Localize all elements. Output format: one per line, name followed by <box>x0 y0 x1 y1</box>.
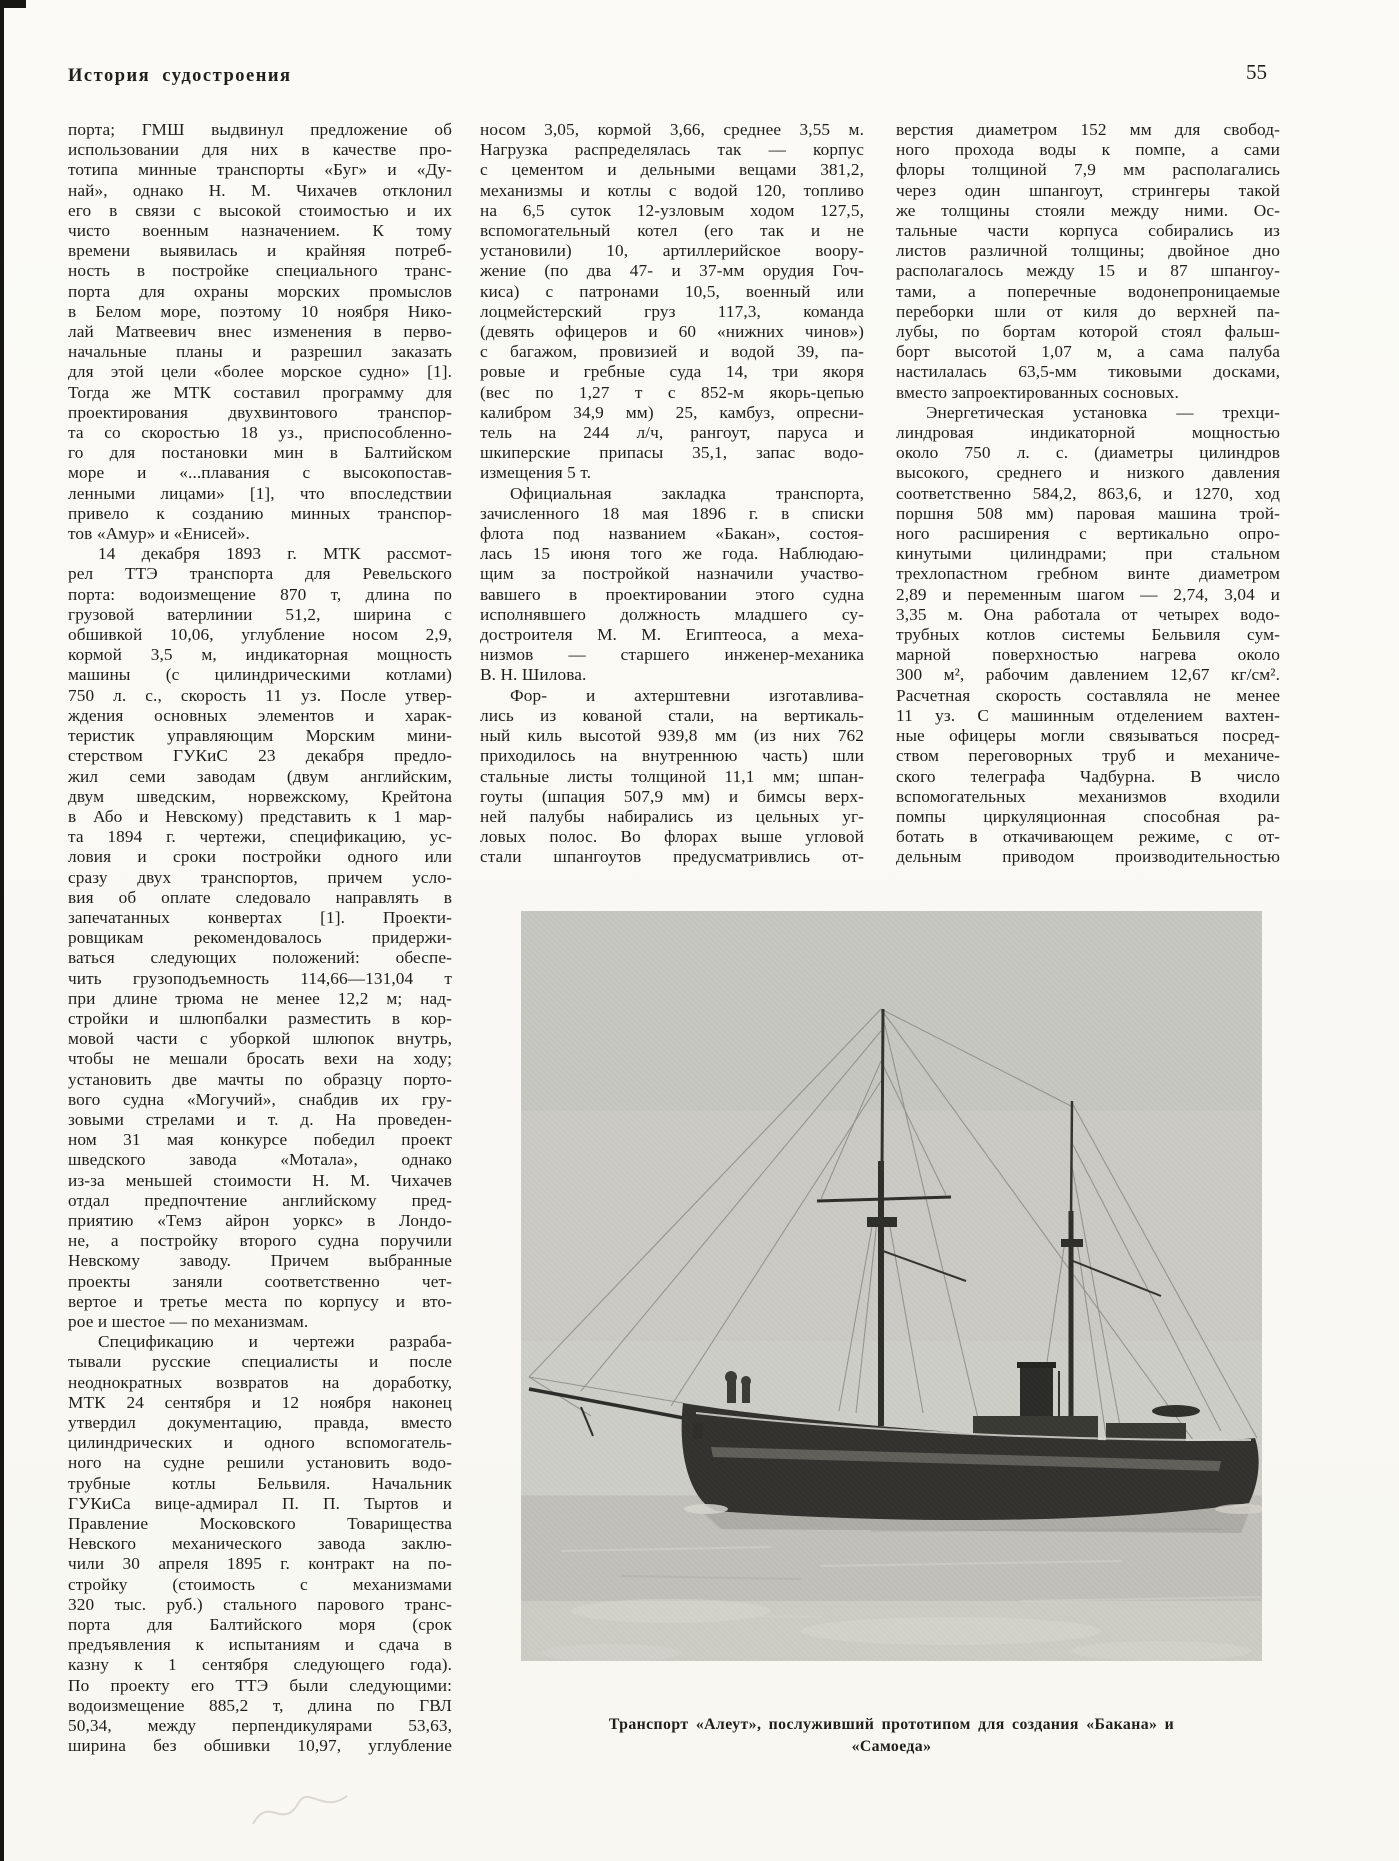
text-line: лоцмейстерский груз 117,3, команда <box>480 301 864 321</box>
text-line: стерством ГУКиС 23 декабря предло- <box>68 746 452 766</box>
text-line: высокого, среднего и низкого давления <box>896 463 1280 483</box>
text-line: тотипа минные транспорты «Буг» и «Ду- <box>68 160 452 180</box>
figure-caption <box>521 1714 1262 1758</box>
text-line: (вес по 1,27 т с 852-м якорь-цепью <box>480 382 864 402</box>
text-line: для этой цели «более морское судно» [1]. <box>68 362 452 382</box>
text-line: отдал предпочтение английскому пред- <box>68 1190 452 1210</box>
text-line: установить две мачты по образцу порто- <box>68 1069 452 1089</box>
text-line: теристик управляющим Морским мини- <box>68 726 452 746</box>
text-line: море и «...плавания с высокопостав- <box>68 463 452 483</box>
text-line: ского телеграфа Чадбурна. В число <box>896 766 1280 786</box>
sea-patch <box>801 1617 1101 1645</box>
text-line: не, а постройку второго судна поручили <box>68 1231 452 1251</box>
text-line: ном 31 мая конкурсе победил проект <box>68 1130 452 1150</box>
text-line: с цементом и дельными вещами 381,2, <box>480 160 864 180</box>
text-line: переборки шли от киля до верхней па- <box>896 301 1280 321</box>
text-line: времени выявилась и крайняя потреб- <box>68 241 452 261</box>
text-line: трехлопастном гребном винте диаметром <box>896 564 1280 584</box>
text-line: стройку (стоимость с механизмами <box>68 1574 452 1594</box>
text-line: чтобы не мешали бросать вехи на ходу; <box>68 1049 452 1069</box>
text-line: казну к 1 сентября следующего года). <box>68 1655 452 1675</box>
text-line: тывали русские специалисты и после <box>68 1352 452 1372</box>
text-line: 3,35 м. Она работала от четырех водо- <box>896 604 1280 624</box>
text-line: низмов — старшего инженер-механика <box>480 645 864 665</box>
sky-upper-tone <box>521 911 1262 1111</box>
text-line: привело к созданию минных транспор- <box>68 503 452 523</box>
text-line: линдровая индикаторной мощностью <box>896 423 1280 443</box>
text-line: трубных котлов системы Бельвиля сум- <box>896 625 1280 645</box>
text-line: неоднократных возвратов на доработку, <box>68 1372 452 1392</box>
text-line: настилалась 63,5-мм тиковыми досками, <box>896 362 1280 382</box>
text-line: порта для Балтийского моря (срок <box>68 1615 452 1635</box>
text-line: 2,89 и переменным шагом — 2,74, 3,04 и <box>896 584 1280 604</box>
text-line: 750 л. с., скорость 11 уз. После утвер- <box>68 685 452 705</box>
text-column-2 <box>480 120 864 868</box>
main-topmast <box>1071 1101 1072 1221</box>
text-line: най», однако Н. М. Чихачев отклонил <box>68 180 452 200</box>
text-line: соответственно 584,2, 863,6, и 1270, ход <box>896 483 1280 503</box>
text-line: при длине трюма не менее 12,2 м; над- <box>68 988 452 1008</box>
text-line: лись из кованой стали, на вертикаль- <box>480 705 864 725</box>
text-line: киса) с патронами 10,5, военный или <box>480 281 864 301</box>
text-line: ГУКиСа вице-адмирал П. П. Тыртов и <box>68 1493 452 1513</box>
text-line: Нагрузка распределялась так — корпус <box>480 140 864 160</box>
text-line: вспомогательный котел (его так и не <box>480 221 864 241</box>
fore-crosstrees <box>867 1217 897 1227</box>
text-line: носом 3,05, кормой 3,66, среднее 3,55 м. <box>480 120 864 139</box>
text-line: жил семи заводам (двум английским, <box>68 766 452 786</box>
text-line: го для постановки мин в Балтийском <box>68 443 452 463</box>
text-line: Спецификацию и чертежи разраба- <box>98 1332 452 1352</box>
text-line: водоизмещение 885,2 т, длина по ГВЛ <box>68 1695 452 1715</box>
text-line: ного расширения с вертикально опро- <box>896 524 1280 544</box>
text-line: 14 декабря 1893 г. МТК рассмот- <box>98 544 452 564</box>
text-line: ботать в откачивающем режиме, с от- <box>896 827 1280 847</box>
text-line: вия об оплате следовало направлять в <box>68 887 452 907</box>
text-line: ный киль высотой 939,8 мм (из них 762 <box>480 726 864 746</box>
text-line: верстия диаметром 152 мм для свобод- <box>896 120 1280 139</box>
text-line: стали шпангоутов предусматривлись от- <box>480 847 864 867</box>
scan-edge-strip <box>0 0 4 1861</box>
running-head: История судостроения <box>68 66 292 86</box>
text-line: ваться следующих положений: обеспе- <box>68 948 452 968</box>
text-line: стройки и шлюпбалки разместить в кор- <box>68 1008 452 1028</box>
text-line: калибром 34,9 мм) 25, камбуз, опресни- <box>480 402 864 422</box>
text-line: использовании для них в качестве про- <box>68 140 452 160</box>
text-line: из-за меньшей стоимости Н. М. Чихачев <box>68 1170 452 1190</box>
cowl-vent-head <box>741 1376 751 1386</box>
sea-patch <box>1071 1641 1251 1661</box>
text-line: шведского завода «Мотала», однако <box>68 1150 452 1170</box>
text-line: тальные части корпуса собирались из <box>896 221 1280 241</box>
text-line: та 1894 г. чертежи, спецификацию, ус- <box>68 827 452 847</box>
text-line: порта: водоизмещение 870 т, длина по <box>68 584 452 604</box>
figure-caption-line-1: Транспорт «Алеут», послуживший прототипом для создания «Бакана» и <box>608 1716 1175 1733</box>
text-column-1 <box>68 120 452 1756</box>
text-line: лай Матвеевич внес изменения в перво- <box>68 322 452 342</box>
text-line: зачисленного 18 мая 1896 г. в списки <box>480 503 864 523</box>
text-line: (девять офицеров и 60 «нижних чинов») <box>480 322 864 342</box>
text-line: ждения основных элементов и харак- <box>68 705 452 725</box>
text-line: проекты заняли соответственно чет- <box>68 1271 452 1291</box>
text-line: вого судна «Могучий», снабдив их гру- <box>68 1089 452 1109</box>
page-number: 55 <box>1246 60 1267 84</box>
sea-patch <box>571 1599 771 1623</box>
text-line: механизмы и котлы с водой 120, топливо <box>480 180 864 200</box>
text-line: ширина без обшивки 10,97, углубление <box>68 1736 452 1756</box>
text-line: лубы, по бортам которой стоял фальш- <box>896 322 1280 342</box>
text-line: 300 м², рабочим давлением 12,67 кг/см². <box>896 665 1280 685</box>
text-line: цилиндрических и одного вспомогатель- <box>68 1433 452 1453</box>
text-line: проектирования двухвинтового транспор- <box>68 402 452 422</box>
scan-corner-mark <box>0 0 26 8</box>
text-line: машины (с цилиндрическими котлами) <box>68 665 452 685</box>
text-line: Расчетная скорость составляла не менее <box>896 685 1280 705</box>
text-line: марной поверхностью нагрева около <box>896 645 1280 665</box>
text-line: вспомогательных механизмов входили <box>896 786 1280 806</box>
text-line: Официальная закладка транспорта, <box>510 483 864 503</box>
text-line: располагалось между 15 и 87 шпангоу- <box>896 261 1280 281</box>
funnel-cap <box>1017 1362 1056 1368</box>
text-line: порта; ГМШ выдвинул предложение об <box>68 120 452 139</box>
text-line: предъявления к испытаниям и сдача в <box>68 1635 452 1655</box>
text-line: 11 уз. С машинным отделением вахтен- <box>896 705 1280 725</box>
text-line: сразу двух транспортов, причем усло- <box>68 867 452 887</box>
main-crosstrees <box>1061 1239 1083 1247</box>
text-line: 320 тыс. руб.) стального парового транс- <box>68 1594 452 1614</box>
text-line: стальные листы толщиной 11,1 мм; шпан- <box>480 766 864 786</box>
text-column-3 <box>896 120 1280 868</box>
text-line: двум шведским, норвежскому, Крейтона <box>68 786 452 806</box>
text-line: ного прохода воды к помпе, а сами <box>896 140 1280 160</box>
text-line: вертое и третье места по корпусу и вто- <box>68 1291 452 1311</box>
text-line: ловых полос. Во флорах выше угловой <box>480 827 864 847</box>
text-line: вместо запроектированных сосновых. <box>896 382 1179 402</box>
text-line: достроителя М. М. Египтеоса, а меха- <box>480 625 864 645</box>
text-line: гоуты (шпация 507,9 мм) и бимсы верх- <box>480 786 864 806</box>
text-line: обшивкой 10,06, углубление носом 2,9, <box>68 625 452 645</box>
text-line: кинутыми цилиндрами; при стальном <box>896 544 1280 564</box>
text-line: на 6,5 суток 12-узловым ходом 127,5, <box>480 200 864 220</box>
fore-topmast <box>882 1009 883 1171</box>
text-line: помпы циркуляционная способная ра- <box>896 806 1280 826</box>
text-line: около 750 л. с. (диаметры цилиндров <box>896 443 1280 463</box>
text-line: начальные планы и разрешил заказать <box>68 342 452 362</box>
text-line: ность в постройке специального транс- <box>68 261 452 281</box>
text-line: ровщикам рекомендовалось придержи- <box>68 928 452 948</box>
text-line: Фор- и ахтерштевни изготавлива- <box>510 685 864 705</box>
text-line: Правление Московского Товарищества <box>68 1514 452 1534</box>
text-line: щим за постройкой назначили участво- <box>480 564 864 584</box>
text-line: кормой 3,5 м, индикаторная мощность <box>68 645 452 665</box>
text-line: та со скоростью 18 уз., приспособленно- <box>68 423 452 443</box>
text-line: флота под названием «Бакан», состоя- <box>480 524 864 544</box>
text-line: ровые и гребные суда 14, три якоря <box>480 362 864 382</box>
text-line: мовой части с уборкой шлюпок внутрь, <box>68 1029 452 1049</box>
text-line: установили) 10, артиллерийское воору- <box>480 241 864 261</box>
text-line: рел ТТЭ транспорта для Ревельского <box>68 564 452 584</box>
text-line: Невскому заводу. Причем выбранные <box>68 1251 452 1271</box>
ship-boat <box>1152 1405 1200 1417</box>
text-line: Энергетическая установка — трехци- <box>926 402 1280 422</box>
text-line: МТК 24 сентября и 12 ноября наконец <box>68 1392 452 1412</box>
text-line: тель на 244 л/ч, рангоут, паруса и <box>480 423 864 443</box>
text-line: В. Н. Шилова. <box>480 665 587 685</box>
text-line: запечатанных конвертах [1]. Проекти- <box>68 907 452 927</box>
cowl-vent-head <box>725 1371 737 1383</box>
text-line: ленными лицами» [1], что впоследствии <box>68 483 452 503</box>
text-line: поршня 508 мм) паровая машина трой- <box>896 503 1280 523</box>
text-line: рое и шестое — по механизмам. <box>68 1311 309 1331</box>
text-line: чисто военным назначением. К тому <box>68 221 452 241</box>
text-line: измещения 5 т. <box>480 463 592 483</box>
text-line: трубные котлы Бельвиля. Начальник <box>68 1473 452 1493</box>
text-line: ные офицеры могли связываться посред- <box>896 726 1280 746</box>
text-line: вавшего в проектировании этого судна <box>480 584 864 604</box>
ship-photo-art <box>521 911 1262 1661</box>
text-line: дельным приводом производительностью <box>896 847 1280 867</box>
text-line: приятию «Темз айрон уоркс» в Лондо- <box>68 1210 452 1230</box>
text-line: приходилось на внутреннюю часть) шли <box>480 746 864 766</box>
text-line: жение (по два 47- и 37-мм орудия Гоч- <box>480 261 864 281</box>
text-line: чили 30 апреля 1895 г. контракт на по- <box>68 1554 452 1574</box>
figure-caption-line-2: «Самоеда» <box>851 1738 932 1755</box>
text-line: через один шпангоут, стрингеры такой <box>896 180 1280 200</box>
text-line: грузовой ватерлинии 51,2, ширина с <box>68 604 452 624</box>
text-line: борт высотой 1,07 м, а сама палуба <box>896 342 1280 362</box>
bow-anchor <box>693 1423 703 1439</box>
text-line: ством переговорных труб и механиче- <box>896 746 1280 766</box>
text-line: в Белом море, поэтому 10 ноября Нико- <box>68 301 452 321</box>
text-line: с багажом, провизией и водой 39, па- <box>480 342 864 362</box>
text-line: флоры толщиной 7,9 мм располагались <box>896 160 1280 180</box>
text-line: его в связи с высокой стоимостью и их <box>68 200 452 220</box>
text-line: порта для охраны морских промыслов <box>68 281 452 301</box>
text-line: ней палубы набирались из цельных уг- <box>480 806 864 826</box>
text-line: 50,34, между перпендикулярами 53,63, <box>68 1716 452 1736</box>
text-line: же толщины стояли между ними. Ос- <box>896 200 1280 220</box>
text-line: ного на судне решили установить водо- <box>68 1453 452 1473</box>
text-line: лась 15 июня того же года. Наблюдаю- <box>480 544 864 564</box>
text-line: зовыми стрелами и т. д. На проведен- <box>68 1109 452 1129</box>
text-line: Тогда же МТК составил программу для <box>68 382 452 402</box>
pencil-scribble <box>245 1782 355 1842</box>
text-line: исполнявшего должность младшего су- <box>480 604 864 624</box>
text-line: шкиперские припасы 35,1, запас водо- <box>480 443 864 463</box>
text-line: тами, а поперечные водонепроницаемые <box>896 281 1280 301</box>
text-line: ловия и сроки постройки одного или <box>68 847 452 867</box>
bow-wave <box>684 1504 728 1514</box>
text-line: По проекту его ТТЭ были следующими: <box>68 1675 452 1695</box>
text-line: листов различной толщины; двойное дно <box>896 241 1280 261</box>
text-line: чить грузоподъемность 114,66—131,04 т <box>68 968 452 988</box>
text-line: утвердил документацию, правда, вместо <box>68 1413 452 1432</box>
text-line: в Або и Невскому) представить к 1 мар- <box>68 806 452 826</box>
ship-photograph <box>521 911 1262 1661</box>
text-line: Невского механического завода заклю- <box>68 1534 452 1554</box>
text-line: тов «Амур» и «Енисей». <box>68 524 250 544</box>
